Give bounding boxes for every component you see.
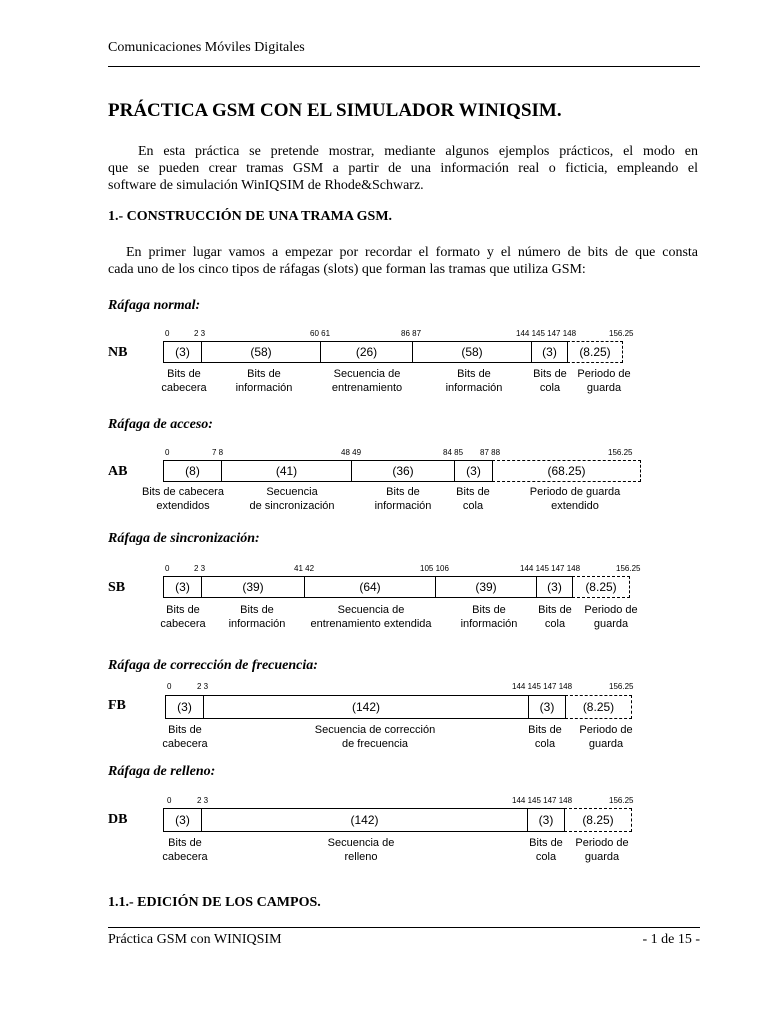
footer-title: Práctica GSM con WINIQSIM	[108, 932, 282, 947]
caption-line: Bits de	[529, 837, 563, 849]
field-box: (3)	[163, 808, 202, 832]
caption-line: cabecera	[162, 738, 208, 750]
field-box: (58)	[412, 341, 532, 363]
caption-line: guarda	[586, 382, 622, 394]
field-box-guard: (8.25)	[565, 695, 632, 719]
caption-line: Bits de	[167, 368, 201, 380]
caption-line: relleno	[344, 851, 378, 863]
field-caption	[450, 603, 528, 631]
field-box: (3)	[536, 576, 573, 598]
bit-index: 84 85	[443, 448, 464, 457]
field-caption	[523, 836, 569, 864]
caption-line: Bits de cabecera	[142, 486, 224, 498]
caption-line: guarda	[584, 851, 620, 863]
field-caption	[573, 367, 635, 395]
burst-title-access: Ráfaga de acceso:	[108, 417, 213, 432]
field-box: (3)	[163, 341, 202, 363]
caption-line: información	[235, 382, 293, 394]
caption-line: Bits de	[240, 604, 274, 616]
bit-index: 156.25	[608, 448, 633, 457]
caption-line: Bits de	[386, 486, 420, 498]
caption-line: Secuencia de	[333, 368, 401, 380]
field-caption	[571, 836, 633, 864]
bit-index: 7 8	[212, 448, 224, 457]
bit-index: 0	[167, 682, 172, 691]
burst-code: AB	[108, 464, 128, 479]
field-caption	[218, 603, 296, 631]
bit-index: 60 61	[310, 329, 331, 338]
caption-line: información	[445, 382, 503, 394]
burst-code: NB	[108, 345, 128, 360]
caption-line: Bits de	[528, 724, 562, 736]
bit-index: 0	[167, 796, 172, 805]
field-box: (36)	[351, 460, 455, 482]
field-caption	[575, 723, 637, 751]
page-number: - 1 de 15 -	[642, 932, 700, 947]
caption-line: Secuencia de	[337, 604, 405, 616]
caption-line: Periodo de	[577, 368, 631, 380]
caption-line: extendidos	[156, 500, 210, 512]
page-title: PRÁCTICA GSM CON EL SIMULADOR WINIQSIM.	[108, 100, 562, 121]
bit-index: 2 3	[197, 682, 209, 691]
field-caption	[242, 485, 342, 513]
paragraph-line: cada uno de los cinco tipos de ráfagas (slots) que forman las tramas que utiliza GSM:	[108, 262, 586, 277]
bit-index: 0	[165, 448, 170, 457]
field-box: (3)	[528, 695, 566, 719]
bit-index: 86 87	[401, 329, 422, 338]
field-caption	[306, 603, 436, 631]
caption-line: Bits de	[472, 604, 506, 616]
caption-line: Bits de	[457, 368, 491, 380]
bit-index: 0	[165, 564, 170, 573]
field-box: (142)	[203, 695, 529, 719]
burst-title-sync: Ráfaga de sincronización:	[108, 531, 260, 546]
caption-line: Secuencia de	[327, 837, 395, 849]
burst-intro-paragraph	[108, 244, 698, 278]
field-caption	[435, 367, 513, 395]
field-caption	[153, 723, 217, 751]
caption-line: Bits de	[247, 368, 281, 380]
field-box-guard: (8.25)	[564, 808, 632, 832]
field-caption	[520, 485, 630, 513]
bit-index: 105 106	[420, 564, 449, 573]
caption-line: Periodo de	[575, 837, 629, 849]
field-box: (3)	[165, 695, 204, 719]
section-heading: 1.- CONSTRUCCIÓN DE UNA TRAMA GSM.	[108, 209, 393, 224]
caption-line: cola	[462, 500, 484, 512]
burst-title-frequency: Ráfaga de corrección de frecuencia:	[108, 658, 318, 673]
burst-code: DB	[108, 812, 128, 827]
caption-line: información	[374, 500, 432, 512]
header-rule	[108, 66, 700, 67]
caption-line: guarda	[588, 738, 624, 750]
caption-line: extendido	[551, 500, 599, 512]
field-box: (8)	[163, 460, 222, 482]
field-box: (3)	[163, 576, 202, 598]
intro-line: En esta práctica se pretende mostrar, mediante algunos ejemplos prácticos, el modo en	[138, 144, 698, 159]
field-box-guard: (8.25)	[567, 341, 623, 363]
field-box: (64)	[304, 576, 436, 598]
paragraph-line: En primer lugar vamos a empezar por recordar el formato y el número de bits de que consta	[126, 245, 698, 260]
caption-line: Periodo de	[579, 724, 633, 736]
caption-line: guarda	[593, 618, 629, 630]
burst-title-normal: Ráfaga normal:	[108, 298, 201, 313]
field-caption	[153, 836, 217, 864]
footer-rule	[108, 927, 700, 928]
field-box: (3)	[527, 808, 565, 832]
caption-line: cabecera	[160, 618, 206, 630]
caption-line: cola	[539, 382, 561, 394]
caption-line: Periodo de guarda	[529, 486, 621, 498]
bit-index: 2 3	[197, 796, 209, 805]
caption-line: Bits de	[166, 604, 200, 616]
caption-line: entrenamiento	[331, 382, 403, 394]
bit-index: 144 145 147 148	[520, 564, 581, 573]
caption-line: Bits de	[456, 486, 490, 498]
caption-line: Secuencia de corrección	[314, 724, 436, 736]
field-caption	[364, 485, 442, 513]
field-caption	[225, 367, 303, 395]
field-box: (142)	[201, 808, 528, 832]
burst-title-dummy: Ráfaga de relleno:	[108, 764, 216, 779]
bit-index: 2 3	[194, 564, 206, 573]
bit-index: 156.25	[609, 796, 634, 805]
field-box: (58)	[201, 341, 321, 363]
bit-index: 144 145 147 148	[512, 796, 573, 805]
field-box: (26)	[320, 341, 413, 363]
field-caption	[300, 723, 450, 751]
field-caption	[151, 603, 215, 631]
field-caption	[152, 367, 216, 395]
caption-line: información	[228, 618, 286, 630]
intro-line: software de simulación WinIQSIM de Rhode&Schwarz.	[108, 178, 424, 193]
field-caption	[322, 367, 412, 395]
caption-line: cola	[544, 618, 566, 630]
caption-line: entrenamiento extendida	[310, 618, 432, 630]
caption-line: cola	[534, 738, 556, 750]
bit-index: 144 145 147 148	[516, 329, 577, 338]
field-box: (3)	[454, 460, 493, 482]
field-box: (41)	[221, 460, 352, 482]
intro-paragraph	[108, 143, 698, 194]
caption-line: Secuencia	[266, 486, 318, 498]
caption-line: cabecera	[162, 851, 208, 863]
field-box: (39)	[435, 576, 537, 598]
field-caption	[532, 603, 578, 631]
field-caption	[450, 485, 496, 513]
field-caption	[527, 367, 573, 395]
field-caption	[580, 603, 642, 631]
field-box-guard: (8.25)	[572, 576, 630, 598]
field-caption	[137, 485, 229, 513]
section-heading: 1.1.- EDICIÓN DE LOS CAMPOS.	[108, 895, 321, 910]
burst-code: SB	[108, 580, 126, 595]
burst-code: FB	[108, 698, 126, 713]
bit-index: 156.25	[616, 564, 641, 573]
bit-index: 41 42	[294, 564, 315, 573]
caption-line: Bits de	[538, 604, 572, 616]
field-caption	[316, 836, 406, 864]
bit-index: 156.25	[609, 682, 634, 691]
field-box: (3)	[531, 341, 568, 363]
bit-index: 144 145 147 148	[512, 682, 573, 691]
caption-line: cabecera	[161, 382, 207, 394]
field-box: (39)	[201, 576, 305, 598]
field-caption	[522, 723, 568, 751]
caption-line: Bits de	[168, 724, 202, 736]
field-box-guard: (68.25)	[492, 460, 641, 482]
caption-line: información	[460, 618, 518, 630]
bit-index: 156.25	[609, 329, 634, 338]
intro-line: que se pueden crear tramas GSM a partir de una información real o ficticia, empleando el	[108, 161, 698, 176]
bit-index: 48 49	[341, 448, 362, 457]
caption-line: cola	[535, 851, 557, 863]
caption-line: Bits de	[168, 837, 202, 849]
bit-index: 0	[165, 329, 170, 338]
caption-line: Periodo de	[584, 604, 638, 616]
caption-line: Bits de	[533, 368, 567, 380]
caption-line: de sincronización	[249, 500, 335, 512]
caption-line: de frecuencia	[341, 738, 409, 750]
running-header: Comunicaciones Móviles Digitales	[108, 40, 305, 55]
bit-index: 2 3	[194, 329, 206, 338]
bit-index: 87 88	[480, 448, 501, 457]
